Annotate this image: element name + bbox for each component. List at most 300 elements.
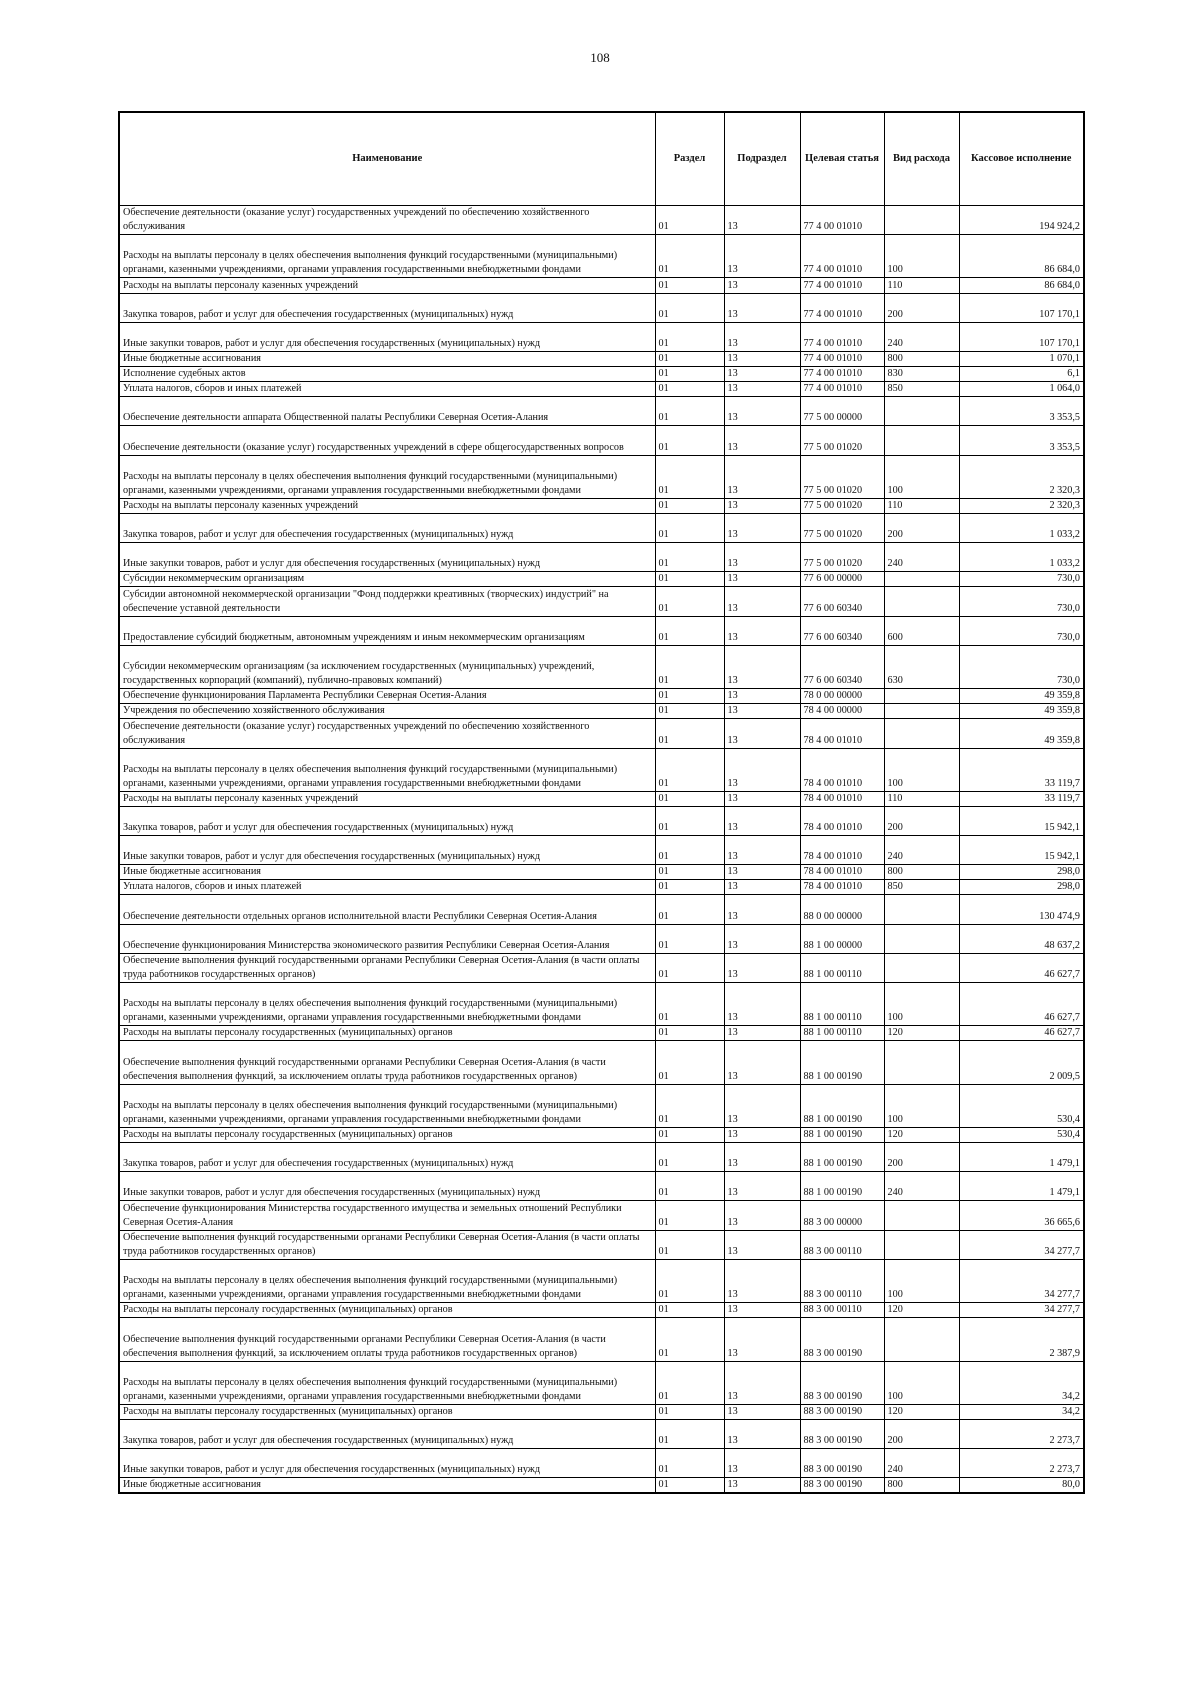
cell-vid: 100 xyxy=(884,1259,959,1302)
cell-vid: 240 xyxy=(884,1449,959,1478)
cell-amount: 86 684,0 xyxy=(959,278,1084,293)
cell-podrazdel: 13 xyxy=(724,455,800,498)
cell-tselevaya: 78 4 00 01010 xyxy=(800,791,884,806)
cell-podrazdel: 13 xyxy=(724,1318,800,1361)
cell-tselevaya: 77 4 00 01010 xyxy=(800,206,884,235)
cell-tselevaya: 88 0 00 00000 xyxy=(800,895,884,924)
cell-vid: 120 xyxy=(884,1404,959,1419)
cell-tselevaya: 88 3 00 00190 xyxy=(800,1478,884,1494)
table-row xyxy=(119,1201,1084,1230)
cell-amount: 80,0 xyxy=(959,1478,1084,1494)
cell-tselevaya: 77 5 00 01020 xyxy=(800,455,884,498)
cell-tselevaya: 77 5 00 01020 xyxy=(800,514,884,543)
table-body xyxy=(119,206,1084,1494)
table-row xyxy=(119,206,1084,235)
cell-podrazdel: 13 xyxy=(724,1259,800,1302)
cell-name: Расходы на выплаты персоналу государственных (муниципальных) органов xyxy=(119,1404,655,1419)
cell-name: Предоставление субсидий бюджетным, автономным учреждениям и иным некоммерческим организациям xyxy=(119,616,655,645)
cell-name: Исполнение судебных актов xyxy=(119,367,655,382)
cell-vid xyxy=(884,924,959,953)
cell-amount: 86 684,0 xyxy=(959,235,1084,278)
cell-tselevaya: 88 1 00 00110 xyxy=(800,983,884,1026)
cell-name: Расходы на выплаты персоналу в целях обеспечения выполнения функций государственными (муниципальными) органами, казенными учреждениями, органами управления государственными внебюджетными фондами xyxy=(119,748,655,791)
table-row xyxy=(119,543,1084,572)
cell-podrazdel: 13 xyxy=(724,719,800,748)
cell-amount: 1 479,1 xyxy=(959,1172,1084,1201)
cell-razdel: 01 xyxy=(655,748,724,791)
cell-amount: 36 665,6 xyxy=(959,1201,1084,1230)
cell-tselevaya: 78 4 00 01010 xyxy=(800,719,884,748)
cell-amount: 298,0 xyxy=(959,865,1084,880)
table-row xyxy=(119,278,1084,293)
cell-vid: 850 xyxy=(884,880,959,895)
cell-razdel: 01 xyxy=(655,397,724,426)
cell-razdel: 01 xyxy=(655,278,724,293)
table-row xyxy=(119,455,1084,498)
table-row xyxy=(119,1449,1084,1478)
cell-tselevaya: 77 6 00 60340 xyxy=(800,645,884,688)
header-podrazdel: Подраздел xyxy=(724,112,800,206)
table-row xyxy=(119,426,1084,455)
cell-podrazdel: 13 xyxy=(724,880,800,895)
cell-vid xyxy=(884,689,959,704)
cell-vid: 120 xyxy=(884,1026,959,1041)
cell-vid: 600 xyxy=(884,616,959,645)
cell-podrazdel: 13 xyxy=(724,426,800,455)
cell-tselevaya: 77 6 00 00000 xyxy=(800,572,884,587)
cell-razdel: 01 xyxy=(655,895,724,924)
cell-amount: 194 924,2 xyxy=(959,206,1084,235)
cell-razdel: 01 xyxy=(655,1143,724,1172)
cell-vid: 110 xyxy=(884,278,959,293)
table-row xyxy=(119,397,1084,426)
page-number: 108 xyxy=(590,50,610,65)
cell-vid: 120 xyxy=(884,1303,959,1318)
cell-razdel: 01 xyxy=(655,206,724,235)
cell-podrazdel: 13 xyxy=(724,322,800,351)
cell-name: Обеспечение деятельности (оказание услуг) государственных учреждений по обеспечению хозяйственного обслуживания xyxy=(119,206,655,235)
cell-name: Иные закупки товаров, работ и услуг для обеспечения государственных (муниципальных) нужд xyxy=(119,543,655,572)
table-row xyxy=(119,351,1084,366)
cell-amount: 530,4 xyxy=(959,1128,1084,1143)
cell-amount: 107 170,1 xyxy=(959,293,1084,322)
cell-vid xyxy=(884,953,959,982)
cell-name: Обеспечение функционирования Министерства государственного имущества и земельных отношений Республики Северная Осетия-Алания xyxy=(119,1201,655,1230)
table-row xyxy=(119,895,1084,924)
cell-tselevaya: 88 3 00 00110 xyxy=(800,1303,884,1318)
cell-tselevaya: 77 4 00 01010 xyxy=(800,293,884,322)
cell-podrazdel: 13 xyxy=(724,1128,800,1143)
cell-name: Расходы на выплаты персоналу государственных (муниципальных) органов xyxy=(119,1128,655,1143)
cell-name: Обеспечение деятельности (оказание услуг) государственных учреждений в сфере общегосударственных вопросов xyxy=(119,426,655,455)
cell-tselevaya: 77 5 00 01020 xyxy=(800,498,884,513)
cell-vid: 240 xyxy=(884,836,959,865)
cell-razdel: 01 xyxy=(655,1026,724,1041)
cell-razdel: 01 xyxy=(655,293,724,322)
cell-amount: 34 277,7 xyxy=(959,1303,1084,1318)
cell-podrazdel: 13 xyxy=(724,1404,800,1419)
cell-razdel: 01 xyxy=(655,719,724,748)
cell-tselevaya: 88 1 00 00000 xyxy=(800,924,884,953)
cell-podrazdel: 13 xyxy=(724,791,800,806)
table-row xyxy=(119,1478,1084,1494)
cell-podrazdel: 13 xyxy=(724,1026,800,1041)
cell-name: Уплата налогов, сборов и иных платежей xyxy=(119,880,655,895)
cell-name: Обеспечение выполнения функций государственными органами Республики Северная Осетия-Алания (в части обеспечения выполнения функций, за исключением оплаты труда работников государственных органов) xyxy=(119,1041,655,1084)
cell-podrazdel: 13 xyxy=(724,616,800,645)
cell-razdel: 01 xyxy=(655,1318,724,1361)
table-row xyxy=(119,806,1084,835)
cell-name: Обеспечение выполнения функций государственными органами Республики Северная Осетия-Алания (в части оплаты труда работников государственных органов) xyxy=(119,953,655,982)
cell-razdel: 01 xyxy=(655,367,724,382)
cell-amount: 1 033,2 xyxy=(959,514,1084,543)
cell-razdel: 01 xyxy=(655,426,724,455)
cell-tselevaya: 77 4 00 01010 xyxy=(800,351,884,366)
table-row xyxy=(119,367,1084,382)
cell-vid: 200 xyxy=(884,1419,959,1448)
cell-tselevaya: 88 3 00 00190 xyxy=(800,1404,884,1419)
cell-tselevaya: 77 4 00 01010 xyxy=(800,235,884,278)
cell-razdel: 01 xyxy=(655,1041,724,1084)
cell-amount: 2 387,9 xyxy=(959,1318,1084,1361)
table-row xyxy=(119,1172,1084,1201)
cell-vid xyxy=(884,1201,959,1230)
cell-vid xyxy=(884,1041,959,1084)
cell-razdel: 01 xyxy=(655,836,724,865)
cell-vid: 240 xyxy=(884,322,959,351)
cell-razdel: 01 xyxy=(655,514,724,543)
cell-tselevaya: 78 4 00 01010 xyxy=(800,806,884,835)
cell-amount: 34,2 xyxy=(959,1361,1084,1404)
table-row xyxy=(119,1259,1084,1302)
table-row xyxy=(119,748,1084,791)
table-row xyxy=(119,719,1084,748)
cell-name: Обеспечение выполнения функций государственными органами Республики Северная Осетия-Алания (в части обеспечения выполнения функций, за исключением оплаты труда работников государственных органов) xyxy=(119,1318,655,1361)
cell-vid: 800 xyxy=(884,865,959,880)
cell-amount: 530,4 xyxy=(959,1084,1084,1127)
cell-vid xyxy=(884,426,959,455)
table-row xyxy=(119,498,1084,513)
header-tselevaya: Целевая статья xyxy=(800,112,884,206)
budget-table xyxy=(118,111,1085,1494)
cell-tselevaya: 78 4 00 01010 xyxy=(800,865,884,880)
cell-vid: 630 xyxy=(884,645,959,688)
cell-name: Расходы на выплаты персоналу государственных (муниципальных) органов xyxy=(119,1026,655,1041)
cell-podrazdel: 13 xyxy=(724,572,800,587)
cell-tselevaya: 88 1 00 00110 xyxy=(800,1026,884,1041)
cell-name: Субсидии некоммерческим организациям (за исключением государственных (муниципальных) учреждений, государственных корпораций (компаний), публично-правовых компаний) xyxy=(119,645,655,688)
cell-tselevaya: 77 4 00 01010 xyxy=(800,322,884,351)
cell-podrazdel: 13 xyxy=(724,836,800,865)
table-row xyxy=(119,1303,1084,1318)
table-row xyxy=(119,1318,1084,1361)
cell-podrazdel: 13 xyxy=(724,498,800,513)
cell-amount: 2 320,3 xyxy=(959,498,1084,513)
cell-razdel: 01 xyxy=(655,322,724,351)
table-row xyxy=(119,1404,1084,1419)
cell-amount: 730,0 xyxy=(959,645,1084,688)
cell-podrazdel: 13 xyxy=(724,689,800,704)
cell-vid: 240 xyxy=(884,543,959,572)
cell-podrazdel: 13 xyxy=(724,1084,800,1127)
cell-name: Расходы на выплаты персоналу в целях обеспечения выполнения функций государственными (муниципальными) органами, казенными учреждениями, органами управления государственными внебюджетными фондами xyxy=(119,455,655,498)
cell-name: Иные закупки товаров, работ и услуг для обеспечения государственных (муниципальных) нужд xyxy=(119,1449,655,1478)
cell-razdel: 01 xyxy=(655,1084,724,1127)
cell-tselevaya: 88 3 00 00110 xyxy=(800,1230,884,1259)
cell-razdel: 01 xyxy=(655,235,724,278)
cell-amount: 2 320,3 xyxy=(959,455,1084,498)
cell-podrazdel: 13 xyxy=(724,397,800,426)
cell-name: Закупка товаров, работ и услуг для обеспечения государственных (муниципальных) нужд xyxy=(119,293,655,322)
table-row xyxy=(119,1026,1084,1041)
cell-razdel: 01 xyxy=(655,1230,724,1259)
cell-name: Иные закупки товаров, работ и услуг для обеспечения государственных (муниципальных) нужд xyxy=(119,1172,655,1201)
cell-podrazdel: 13 xyxy=(724,1230,800,1259)
cell-name: Расходы на выплаты персоналу в целях обеспечения выполнения функций государственными (муниципальными) органами, казенными учреждениями, органами управления государственными внебюджетными фондами xyxy=(119,1361,655,1404)
header-razdel: Раздел xyxy=(655,112,724,206)
cell-name: Иные бюджетные ассигнования xyxy=(119,351,655,366)
cell-name: Обеспечение функционирования Министерства экономического развития Республики Северная Осетия-Алания xyxy=(119,924,655,953)
cell-amount: 46 627,7 xyxy=(959,1026,1084,1041)
cell-name: Уплата налогов, сборов и иных платежей xyxy=(119,382,655,397)
cell-vid xyxy=(884,895,959,924)
cell-podrazdel: 13 xyxy=(724,514,800,543)
cell-name: Иные закупки товаров, работ и услуг для обеспечения государственных (муниципальных) нужд xyxy=(119,836,655,865)
cell-name: Иные закупки товаров, работ и услуг для обеспечения государственных (муниципальных) нужд xyxy=(119,322,655,351)
cell-amount: 15 942,1 xyxy=(959,806,1084,835)
cell-vid: 110 xyxy=(884,791,959,806)
cell-tselevaya: 88 3 00 00110 xyxy=(800,1259,884,1302)
cell-amount: 130 474,9 xyxy=(959,895,1084,924)
cell-vid: 100 xyxy=(884,455,959,498)
cell-razdel: 01 xyxy=(655,543,724,572)
cell-razdel: 01 xyxy=(655,616,724,645)
cell-amount: 1 070,1 xyxy=(959,351,1084,366)
cell-tselevaya: 77 4 00 01010 xyxy=(800,278,884,293)
cell-amount: 3 353,5 xyxy=(959,397,1084,426)
table-row xyxy=(119,572,1084,587)
table-row xyxy=(119,1230,1084,1259)
cell-name: Расходы на выплаты персоналу казенных учреждений xyxy=(119,498,655,513)
table-row xyxy=(119,514,1084,543)
cell-tselevaya: 77 4 00 01010 xyxy=(800,382,884,397)
cell-razdel: 01 xyxy=(655,880,724,895)
cell-razdel: 01 xyxy=(655,1303,724,1318)
cell-podrazdel: 13 xyxy=(724,645,800,688)
cell-razdel: 01 xyxy=(655,572,724,587)
cell-podrazdel: 13 xyxy=(724,1303,800,1318)
cell-vid: 200 xyxy=(884,806,959,835)
cell-name: Иные бюджетные ассигнования xyxy=(119,865,655,880)
cell-amount: 49 359,8 xyxy=(959,719,1084,748)
cell-razdel: 01 xyxy=(655,1128,724,1143)
table-row xyxy=(119,1419,1084,1448)
cell-amount: 33 119,7 xyxy=(959,748,1084,791)
cell-vid: 200 xyxy=(884,293,959,322)
cell-podrazdel: 13 xyxy=(724,1041,800,1084)
cell-name: Обеспечение деятельности аппарата Общественной палаты Республики Северная Осетия-Алания xyxy=(119,397,655,426)
cell-razdel: 01 xyxy=(655,689,724,704)
cell-podrazdel: 13 xyxy=(724,953,800,982)
cell-amount: 730,0 xyxy=(959,616,1084,645)
cell-podrazdel: 13 xyxy=(724,924,800,953)
cell-podrazdel: 13 xyxy=(724,1143,800,1172)
table-row xyxy=(119,983,1084,1026)
cell-razdel: 01 xyxy=(655,351,724,366)
cell-razdel: 01 xyxy=(655,645,724,688)
cell-amount: 49 359,8 xyxy=(959,704,1084,719)
cell-amount: 730,0 xyxy=(959,587,1084,616)
cell-amount: 2 273,7 xyxy=(959,1449,1084,1478)
cell-name: Закупка товаров, работ и услуг для обеспечения государственных (муниципальных) нужд xyxy=(119,1143,655,1172)
cell-vid: 850 xyxy=(884,382,959,397)
cell-amount: 730,0 xyxy=(959,572,1084,587)
cell-podrazdel: 13 xyxy=(724,1201,800,1230)
cell-vid: 100 xyxy=(884,748,959,791)
cell-name: Расходы на выплаты персоналу в целях обеспечения выполнения функций государственными (муниципальными) органами, казенными учреждениями, органами управления государственными внебюджетными фондами xyxy=(119,1084,655,1127)
cell-name: Расходы на выплаты персоналу казенных учреждений xyxy=(119,791,655,806)
cell-amount: 33 119,7 xyxy=(959,791,1084,806)
cell-tselevaya: 88 1 00 00190 xyxy=(800,1172,884,1201)
cell-razdel: 01 xyxy=(655,498,724,513)
cell-name: Закупка товаров, работ и услуг для обеспечения государственных (муниципальных) нужд xyxy=(119,1419,655,1448)
cell-name: Расходы на выплаты персоналу в целях обеспечения выполнения функций государственными (муниципальными) органами, казенными учреждениями, органами управления государственными внебюджетными фондами xyxy=(119,1259,655,1302)
cell-podrazdel: 13 xyxy=(724,865,800,880)
cell-vid xyxy=(884,397,959,426)
cell-amount: 1 033,2 xyxy=(959,543,1084,572)
table-row xyxy=(119,322,1084,351)
cell-tselevaya: 77 5 00 01020 xyxy=(800,426,884,455)
cell-tselevaya: 78 4 00 01010 xyxy=(800,880,884,895)
cell-amount: 34 277,7 xyxy=(959,1230,1084,1259)
cell-razdel: 01 xyxy=(655,455,724,498)
cell-podrazdel: 13 xyxy=(724,1172,800,1201)
cell-vid xyxy=(884,704,959,719)
table-row xyxy=(119,953,1084,982)
cell-vid: 800 xyxy=(884,351,959,366)
cell-tselevaya: 88 3 00 00190 xyxy=(800,1361,884,1404)
cell-amount: 298,0 xyxy=(959,880,1084,895)
cell-name: Расходы на выплаты персоналу в целях обеспечения выполнения функций государственными (муниципальными) органами, казенными учреждениями, органами управления государственными внебюджетными фондами xyxy=(119,235,655,278)
table-row xyxy=(119,865,1084,880)
cell-vid xyxy=(884,719,959,748)
cell-vid xyxy=(884,1318,959,1361)
table-row xyxy=(119,587,1084,616)
table-row xyxy=(119,1143,1084,1172)
cell-tselevaya: 78 0 00 00000 xyxy=(800,689,884,704)
cell-tselevaya: 88 1 00 00190 xyxy=(800,1041,884,1084)
table-row xyxy=(119,1084,1084,1127)
cell-name: Учреждения по обеспечению хозяйственного обслуживания xyxy=(119,704,655,719)
cell-amount: 48 637,2 xyxy=(959,924,1084,953)
cell-tselevaya: 88 1 00 00190 xyxy=(800,1143,884,1172)
table-row xyxy=(119,293,1084,322)
cell-podrazdel: 13 xyxy=(724,1419,800,1448)
cell-amount: 46 627,7 xyxy=(959,953,1084,982)
cell-tselevaya: 78 4 00 00000 xyxy=(800,704,884,719)
table-row xyxy=(119,1041,1084,1084)
cell-name: Иные бюджетные ассигнования xyxy=(119,1478,655,1494)
cell-podrazdel: 13 xyxy=(724,543,800,572)
cell-name: Субсидии некоммерческим организациям xyxy=(119,572,655,587)
cell-vid: 800 xyxy=(884,1478,959,1494)
table-row xyxy=(119,689,1084,704)
cell-tselevaya: 77 6 00 60340 xyxy=(800,587,884,616)
table-row xyxy=(119,235,1084,278)
cell-razdel: 01 xyxy=(655,983,724,1026)
cell-vid: 830 xyxy=(884,367,959,382)
cell-amount: 3 353,5 xyxy=(959,426,1084,455)
cell-razdel: 01 xyxy=(655,865,724,880)
cell-razdel: 01 xyxy=(655,806,724,835)
table-row xyxy=(119,924,1084,953)
cell-tselevaya: 88 1 00 00190 xyxy=(800,1128,884,1143)
cell-razdel: 01 xyxy=(655,1478,724,1494)
cell-vid xyxy=(884,1230,959,1259)
cell-razdel: 01 xyxy=(655,1419,724,1448)
cell-podrazdel: 13 xyxy=(724,351,800,366)
cell-tselevaya: 88 3 00 00190 xyxy=(800,1318,884,1361)
cell-name: Обеспечение деятельности отдельных органов исполнительной власти Республики Северная Осетия-Алания xyxy=(119,895,655,924)
cell-podrazdel: 13 xyxy=(724,704,800,719)
cell-tselevaya: 88 3 00 00000 xyxy=(800,1201,884,1230)
cell-name: Расходы на выплаты персоналу казенных учреждений xyxy=(119,278,655,293)
table-header-row xyxy=(119,112,1084,206)
cell-podrazdel: 13 xyxy=(724,206,800,235)
cell-razdel: 01 xyxy=(655,382,724,397)
cell-tselevaya: 77 4 00 01010 xyxy=(800,367,884,382)
cell-razdel: 01 xyxy=(655,1259,724,1302)
cell-amount: 6,1 xyxy=(959,367,1084,382)
cell-amount: 1 064,0 xyxy=(959,382,1084,397)
cell-podrazdel: 13 xyxy=(724,278,800,293)
cell-podrazdel: 13 xyxy=(724,1478,800,1494)
cell-amount: 49 359,8 xyxy=(959,689,1084,704)
cell-name: Обеспечение деятельности (оказание услуг) государственных учреждений по обеспечению хозяйственного обслуживания xyxy=(119,719,655,748)
cell-tselevaya: 88 3 00 00190 xyxy=(800,1419,884,1448)
cell-amount: 34,2 xyxy=(959,1404,1084,1419)
cell-razdel: 01 xyxy=(655,1172,724,1201)
cell-vid: 100 xyxy=(884,1084,959,1127)
table-row xyxy=(119,704,1084,719)
cell-vid: 100 xyxy=(884,983,959,1026)
table-row xyxy=(119,791,1084,806)
cell-vid: 200 xyxy=(884,1143,959,1172)
cell-tselevaya: 78 4 00 01010 xyxy=(800,836,884,865)
cell-razdel: 01 xyxy=(655,1449,724,1478)
cell-podrazdel: 13 xyxy=(724,293,800,322)
cell-amount: 2 273,7 xyxy=(959,1419,1084,1448)
table-row xyxy=(119,645,1084,688)
table-row xyxy=(119,836,1084,865)
table-row xyxy=(119,1361,1084,1404)
cell-name: Закупка товаров, работ и услуг для обеспечения государственных (муниципальных) нужд xyxy=(119,514,655,543)
cell-name: Закупка товаров, работ и услуг для обеспечения государственных (муниципальных) нужд xyxy=(119,806,655,835)
cell-podrazdel: 13 xyxy=(724,1361,800,1404)
cell-podrazdel: 13 xyxy=(724,382,800,397)
cell-vid: 200 xyxy=(884,514,959,543)
cell-vid: 110 xyxy=(884,498,959,513)
cell-tselevaya: 77 5 00 01020 xyxy=(800,543,884,572)
cell-razdel: 01 xyxy=(655,1361,724,1404)
table-row xyxy=(119,382,1084,397)
cell-vid: 100 xyxy=(884,1361,959,1404)
cell-tselevaya: 77 6 00 60340 xyxy=(800,616,884,645)
cell-tselevaya: 88 1 00 00190 xyxy=(800,1084,884,1127)
cell-podrazdel: 13 xyxy=(724,587,800,616)
cell-name: Субсидии автономной некоммерческой организации "Фонд поддержки креативных (творческих) индустрий" на обеспечение уставной деятельности xyxy=(119,587,655,616)
cell-name: Расходы на выплаты персоналу в целях обеспечения выполнения функций государственными (муниципальными) органами, казенными учреждениями, органами управления государственными внебюджетными фондами xyxy=(119,983,655,1026)
